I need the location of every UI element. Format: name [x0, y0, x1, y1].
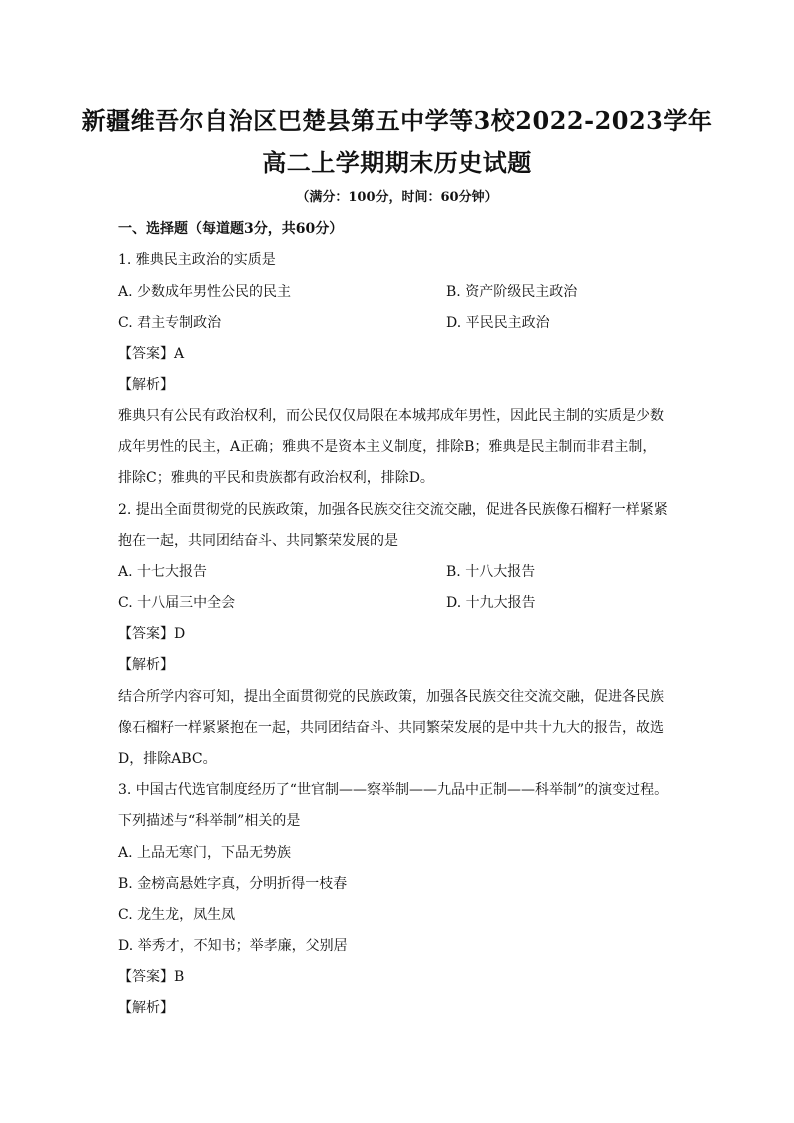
q3-stem: 下列描述与“科举制”相关的是	[118, 813, 301, 829]
q1-analysis-line: 排除C；雅典的平民和贵族都有政治权利，排除D。	[118, 470, 434, 486]
q1-option-a: A. 少数成年男性公民的民主	[118, 284, 292, 300]
q2-option-c: C. 十八届三中全会	[118, 595, 236, 611]
q3-analysis-label: 【解析】	[118, 1000, 174, 1016]
q2-analysis-line: 结合所学内容可知，提出全面贯彻党的民族政策，加强各民族交往交流交融，促进各民族	[118, 689, 664, 705]
q2-option-a: A. 十七大报告	[118, 564, 208, 580]
exam-subtitle: （满分：100分，时间：60分钟）	[296, 190, 498, 205]
q1-option-c: C. 君主专制政治	[118, 315, 222, 331]
q2-option-b: B. 十八大报告	[446, 564, 536, 580]
q3-option-b: B. 金榜高悬姓字真，分明折得一枝春	[118, 876, 348, 892]
answer-label: 【答案】	[118, 626, 174, 642]
q3-stem: 3. 中国古代选官制度经历了“世官制——察举制——九品中正制——科举制”的演变过程。	[118, 782, 669, 798]
exam-title-line2: 高二上学期期末历史试题	[262, 148, 532, 177]
q1-option-d: D. 平民民主政治	[446, 315, 550, 331]
q2-answer	[118, 623, 185, 643]
q1-analysis-line: 雅典只有公民有政治权利，而公民仅仅局限在本城邦成年男性，因此民主制的实质是少数	[118, 408, 664, 424]
q2-analysis-label: 【解析】	[118, 657, 174, 673]
answer-label: 【答案】	[118, 346, 174, 362]
answer-value: D	[174, 626, 186, 642]
answer-value: B	[174, 969, 185, 985]
q1-analysis-line: 成年男性的民主，A正确；雅典不是资本主义制度，排除B；雅典是民主制而非君主制，	[118, 439, 657, 455]
answer-value: A	[174, 346, 185, 362]
q1-answer	[118, 343, 184, 363]
section-heading: 一、选择题（每道题3分，共60分）	[118, 221, 344, 237]
q2-stem: 抱在一起，共同团结奋斗、共同繁荣发展的是	[118, 533, 398, 549]
q3-option-a: A. 上品无寒门，下品无势族	[118, 845, 292, 861]
answer-label: 【答案】	[118, 969, 174, 985]
q2-analysis-line: 像石榴籽一样紧紧抱在一起，共同团结奋斗、共同繁荣发展的是中共十九大的报告，故选	[118, 720, 664, 736]
q3-option-c: C. 龙生龙，凤生凤	[118, 907, 236, 923]
q1-analysis-label: 【解析】	[118, 377, 174, 393]
q1-option-b: B. 资产阶级民主政治	[446, 284, 578, 300]
q3-answer	[118, 966, 184, 986]
q2-analysis-line: D，排除ABC。	[118, 751, 217, 767]
exam-title-line1: 新疆维吾尔自治区巴楚县第五中学等3校2022-2023学年	[81, 106, 713, 135]
q1-stem: 1. 雅典民主政治的实质是	[118, 252, 276, 268]
q2-stem: 2. 提出全面贯彻党的民族政策，加强各民族交往交流交融，促进各民族像石榴籽一样紧紧	[118, 502, 668, 518]
q2-option-d: D. 十九大报告	[446, 595, 536, 611]
q3-option-d: D. 举秀才，不知书；举孝廉，父别居	[118, 938, 348, 954]
